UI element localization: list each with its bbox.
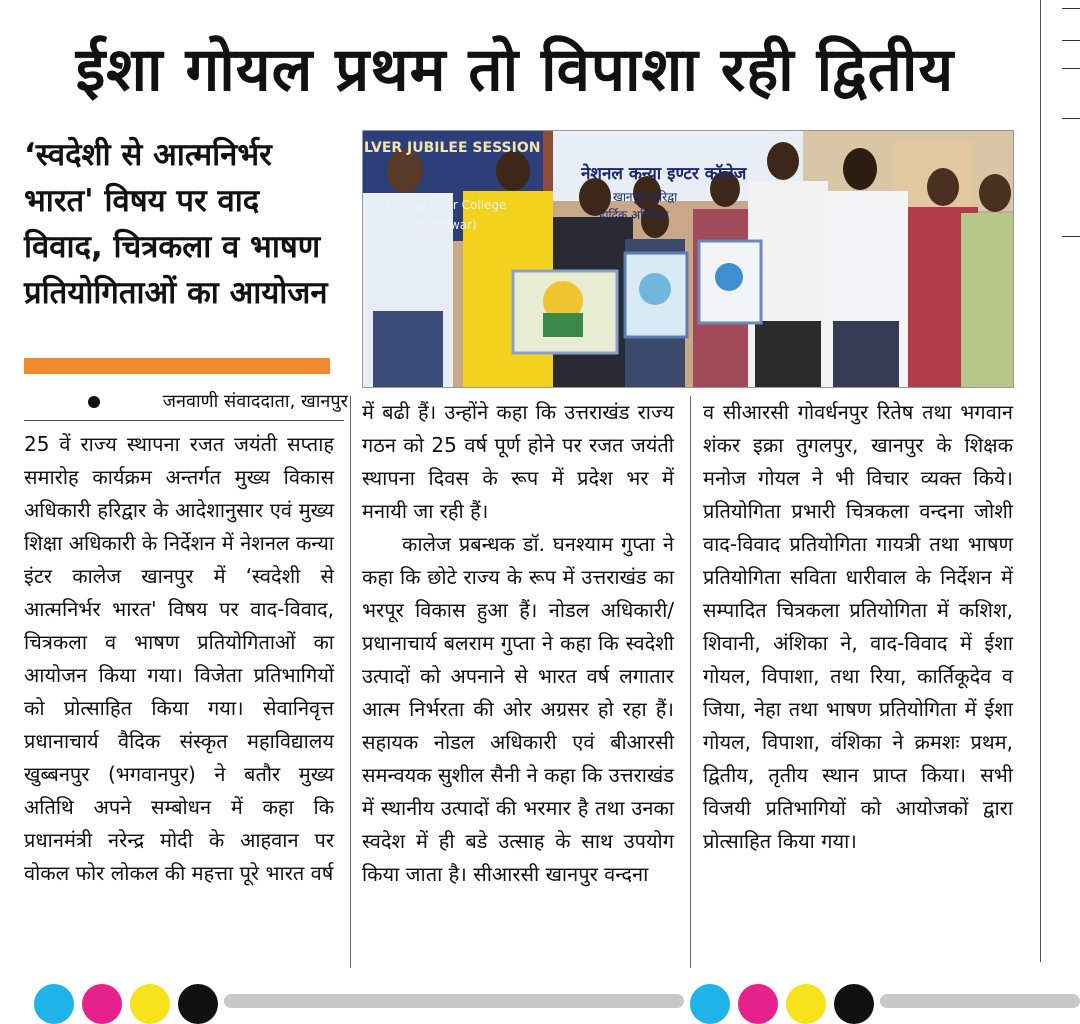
article-column-3 (703, 396, 1013, 858)
column-divider (350, 396, 351, 968)
border-tick (1062, 8, 1080, 9)
subheadline: ‘स्वदेशी से आत्मनिर्भर भारत' विषय पर वाद विवाद, चित्रकला व भाषण प्रतियोगिताओं का आयोजन (24, 137, 328, 311)
border-tick (1062, 68, 1080, 69)
photo-school-place: (Haridwar) (413, 218, 477, 232)
registration-dot-cyan (690, 984, 730, 1024)
photo-school-text: Nati al Inter College (387, 198, 507, 212)
border-tick (1062, 236, 1080, 237)
accent-bar (24, 358, 330, 374)
border-tick (1062, 40, 1080, 41)
photo-hindi-sub: हार्दिक अभिनन्द (599, 208, 669, 222)
paragraph: व सीआरसी गोवर्धनपुर रितेष तथा भगवान शंकर इक्रा तुगलपुर, खानपुर के शिक्षक मनोज गोयल ने भी विचार व्यक्त किये। प्रतियोगिता प्रभारी चित्रकला वन्दना जोशी वाद-विवाद प्रतियोगिता गायत्री तथा भाषण प्रतियोगिता सविता धारीवाल के निर्देशन में सम्पादित चित्रकला प्रतियोगिता में कशिश, शिवानी, अंशिका ने, वाद-विवाद में ईशा गोयल, विपाशा, तथा रिया, कार्तिकूदेव व जिया, नेहा तथा भाषण प्रतियोगिता में ईशा गोयल, विपाशा, वंशिका ने क्रमशः प्रथम, द्वितीय, तृतीय स्थान प्राप्त किया। सभी विजयी प्रतिभागियों को आयोजकों द्वारा प्रोत्साहित किया गया। (703, 400, 1013, 853)
paragraph: 25 वें राज्य स्थापना रजत जयंती सप्ताह समारोह कार्यक्रम अन्तर्गत मुख्य विकास अधिकारी हरिद्वार के आदेशानुसार एवं मुख्य शिक्षा अधिकारी के निर्देशन में नेशनल कन्या इंटर कालेज खानपुर में ‘स्वदेशी से आत्मनिर्भर भारत' विषय पर वाद-विवाद, चित्रकला व भाषण प्रतियोगिताओं का आयोजन किया गया। विजेता प्रतिभागियों को प्रोत्साहित किया गया। सेवानिवृत्त प्रधानाचार्य वैदिक संस्कृत महाविद्यालय खुब्बनपुर (भगवानपुर) ने बतौर मुख्य अतिथि अपने सम्बोधन में कहा कि प्रधानमंत्री नरेन्द्र मोदी के आहवान पर वोकल फोर लोकल की महत्ता पूरे भारत वर्ष (24, 432, 334, 885)
divider (24, 420, 344, 421)
registration-dot-magenta (738, 984, 778, 1024)
registration-bar (880, 994, 1080, 1008)
registration-bar (224, 994, 684, 1008)
registration-dot-yellow (130, 984, 170, 1024)
photo-hindi-place: खानपुर (हरिद्वा (613, 190, 678, 204)
photo-hindi-banner: नेशनल कन्या इण्टर कॉलेज (581, 164, 747, 184)
byline: जनवाणी संवाददाता, खानपुर (162, 391, 348, 412)
event-photo (362, 130, 1014, 388)
paragraph: में बढी हैं। उन्होंने कहा कि उत्तराखंड राज्य गठन को 25 वर्ष पूर्ण होने पर रजत जयंती स्थापना दिवस के रूप में प्रदेश भर में मनायी जा रही हैं। (362, 400, 674, 523)
paragraph: कालेज प्रबन्धक डॉ. घनश्याम गुप्ता ने कहा कि छोटे राज्य के रूप में उत्तराखंड का भरपूर विकास हुआ हैं। नोडल अधिकारी/प्रधानाचार्य बलराम गुप्ता ने कहा कि स्वदेशी उत्पादों को अपनाने से भारत वर्ष लगातार आत्म निर्भरता की ओर अग्रसर हो रहा हैं। सहायक नोडल अधिकारी एवं बीआरसी समन्वयक सुशील सैनी ने कहा कि उत्तराखंड में स्थानीय उत्पादों की भरमार है तथा उनका स्वदेश में ही बडे उत्साह के साथ उपयोग किया जाता है। सीआरसी खानपुर वन्दना (362, 532, 674, 886)
article-column-2 (362, 396, 674, 891)
registration-dot-yellow (786, 984, 826, 1024)
column-divider (690, 396, 691, 968)
registration-dot-black (178, 984, 218, 1024)
page-border (1040, 0, 1041, 962)
headline: ईशा गोयल प्रथम तो विपाशा रही द्वितीय (75, 35, 955, 105)
registration-dot-cyan (34, 984, 74, 1024)
registration-dot-black (834, 984, 874, 1024)
photo-banner-text: LVER JUBILEE SESSION (364, 140, 541, 156)
registration-dot-magenta (82, 984, 122, 1024)
border-tick (1062, 118, 1080, 119)
article-column-1 (24, 428, 334, 890)
